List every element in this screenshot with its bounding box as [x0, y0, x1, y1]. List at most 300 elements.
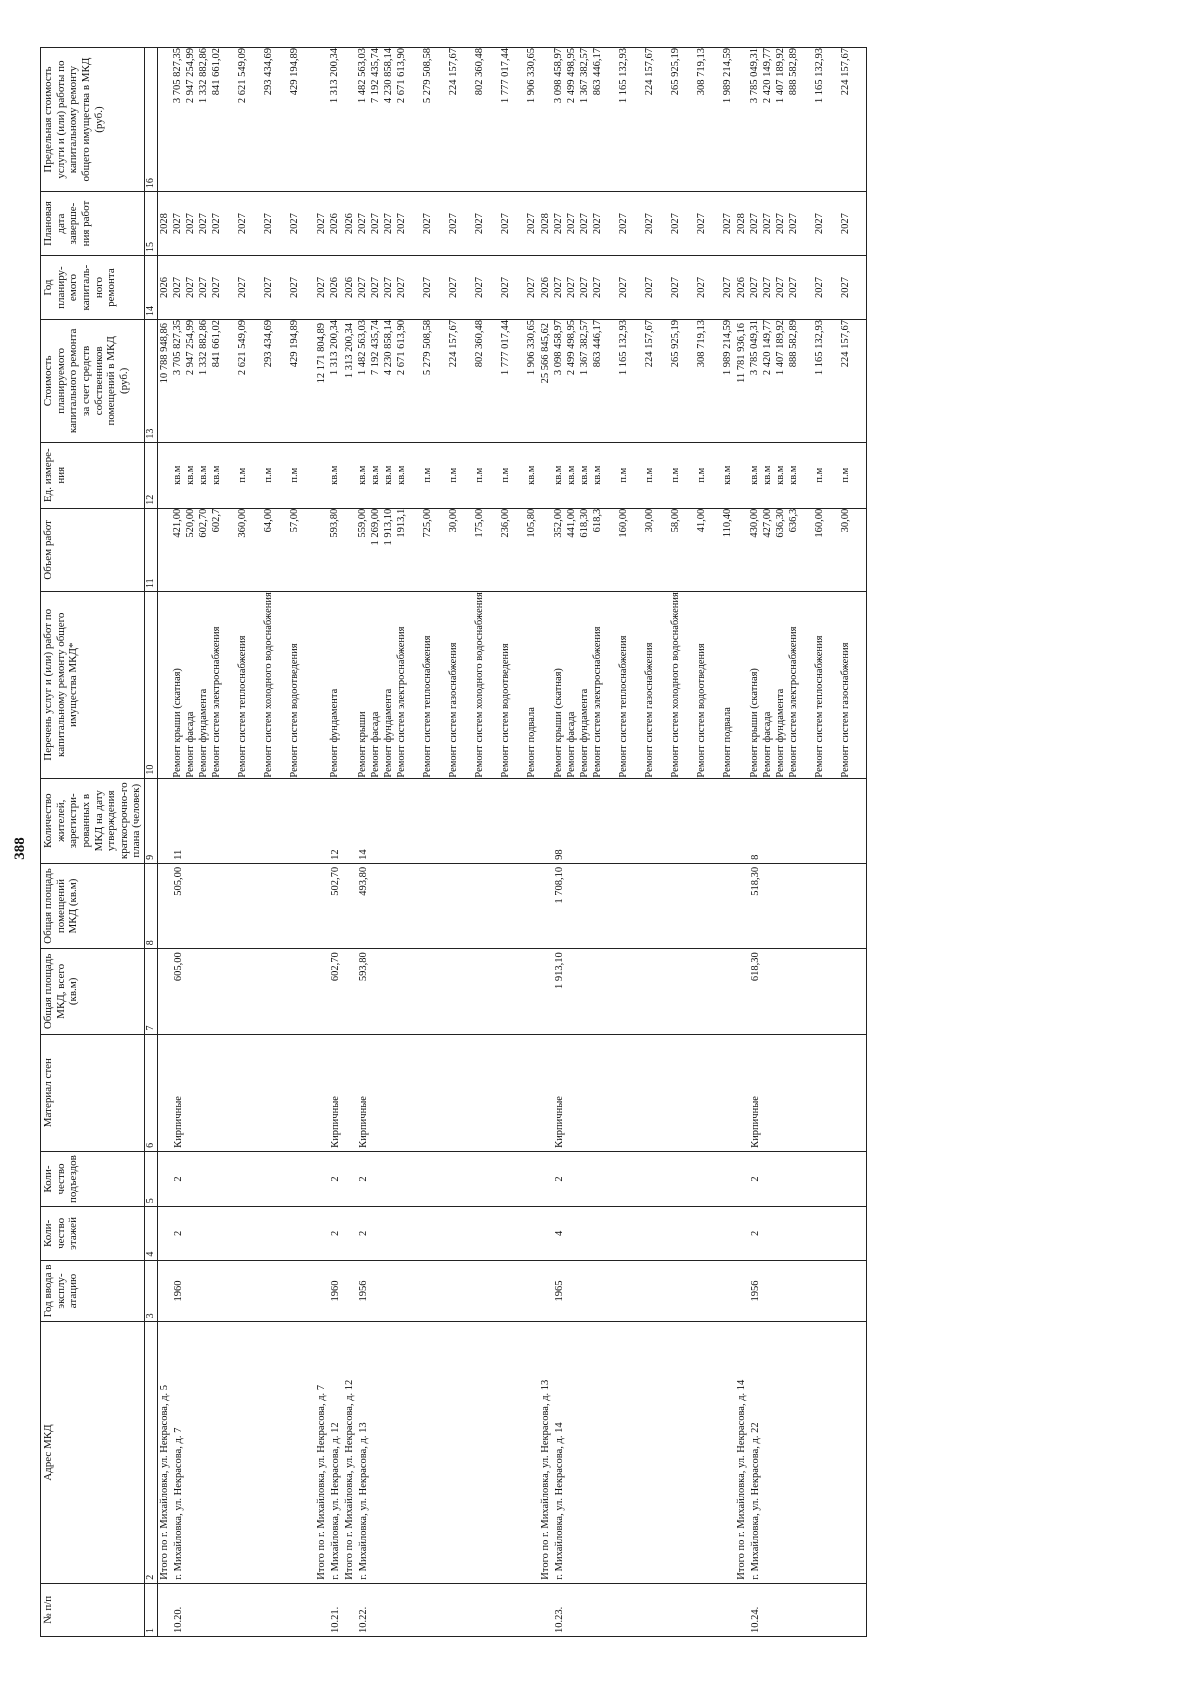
work-limit-cost: 1 407 189,92: [775, 48, 786, 104]
work-end-year: 2027: [762, 213, 773, 235]
work-year: 2027: [288, 277, 300, 299]
house-row: [172, 48, 315, 1637]
work-volume: 725,00: [421, 508, 433, 538]
work-year: 2027: [210, 277, 222, 299]
work-cost-cell: [329, 320, 343, 443]
empty-cell: [315, 508, 329, 591]
empty-cell: [157, 778, 172, 863]
total-label: Итого по г. Михайловка, ул. Некрасова, д. 5: [157, 1322, 172, 1583]
work-year: 2027: [447, 277, 459, 299]
work-end-year: 2027: [369, 213, 381, 235]
work-year: 2027: [578, 277, 590, 299]
work-limit-cost: 224 157,67: [447, 48, 459, 96]
work-cost: 1 332 882,86: [197, 320, 209, 376]
header-cost: Стоимость планируемого капитального ремонта за счет средств собственников помещений в МКД (руб.): [41, 320, 145, 443]
work-volume: 160,00: [814, 508, 825, 538]
work-cost: 429 194,89: [288, 320, 300, 368]
row-number: 10.23.: [553, 1583, 735, 1636]
work-limit-cost: 1 989 214,59: [721, 48, 733, 104]
work-year: 2027: [171, 277, 183, 299]
work-name: Ремонт систем электроснабжения: [395, 626, 407, 778]
empty-cell: [735, 442, 749, 508]
work-name: Ремонт систем водоотведения: [499, 643, 511, 778]
work-limit-cost: 2 420 149,77: [762, 48, 773, 104]
empty-cell: [343, 949, 357, 1034]
work-end-year: 2027: [565, 213, 577, 235]
work-unit: кв.м: [578, 465, 590, 485]
work-unit: кв.м: [382, 465, 394, 485]
total-end-year: 2026: [343, 192, 357, 256]
work-cost: 863 446,17: [591, 320, 603, 368]
empty-cell: [735, 778, 749, 863]
empty-cell: [735, 591, 749, 778]
work-name: Ремонт систем холодного водоснабжения: [262, 592, 274, 778]
work-unit: кв.м: [525, 465, 537, 485]
work-volume: 618,30: [578, 508, 590, 538]
floors-count: 2: [357, 1207, 539, 1260]
work-volume: 175,00: [473, 508, 485, 538]
work-limit-cost: 841 661,02: [210, 48, 222, 96]
total-end-year: 2027: [315, 192, 329, 256]
work-cost: 5 279 508,58: [421, 320, 433, 376]
work-name: Ремонт подвала: [721, 707, 733, 778]
work-unit: кв.м: [171, 465, 183, 485]
work-limit-cost: 3 705 827,35: [171, 48, 183, 104]
work-unit: п.м: [447, 467, 459, 483]
work-cost: 224 157,67: [840, 320, 851, 368]
work-cost: 802 360,48: [473, 320, 485, 368]
empty-cell: [157, 863, 172, 948]
work-end-year-cell: [357, 192, 539, 256]
work-unit: п.м: [499, 467, 511, 483]
work-unit: п.м: [473, 467, 485, 483]
header-works-list: Перечень услуг и (или) работ по капитальному ремонту общего имущества МКД*: [41, 591, 145, 778]
work-limit-cost: 1 367 382,57: [578, 48, 590, 104]
work-end-year: 2027: [395, 213, 407, 235]
column-number: 9: [145, 778, 158, 863]
rooms-area: 502,70: [329, 863, 343, 948]
work-end-year: 2027: [643, 213, 655, 235]
work-unit: п.м: [421, 467, 433, 483]
commission-year: 1956: [749, 1260, 867, 1322]
work-limit-cost: 5 279 508,58: [421, 48, 433, 104]
work-name: Ремонт фасада: [184, 711, 196, 778]
row-number: 10.21.: [329, 1583, 343, 1636]
work-end-year: 2027: [578, 213, 590, 235]
total-area: 618,30: [749, 949, 867, 1034]
residents-count: 14: [357, 778, 539, 863]
residents-count: 8: [749, 778, 867, 863]
header-wall-material: Материал стен: [41, 1034, 145, 1151]
commission-year: 1960: [172, 1260, 315, 1322]
header-commission-year: Год ввода в эксплу-атацию: [41, 1260, 145, 1322]
work-volume-cell: [357, 508, 539, 591]
work-end-year: 2027: [473, 213, 485, 235]
work-year-cell: [357, 256, 539, 320]
rooms-area: 505,00: [172, 863, 315, 948]
table-body: [157, 48, 866, 1637]
work-name: Ремонт систем холодного водоснабжения: [669, 592, 681, 778]
work-cost: 1 367 382,57: [578, 320, 590, 376]
work-end-year: 2027: [669, 213, 681, 235]
row-number: 10.24.: [749, 1583, 867, 1636]
work-unit-cell: [749, 442, 867, 508]
work-limit-cost: 1 777 017,44: [499, 48, 511, 104]
work-name: Ремонт фасада: [565, 711, 577, 778]
work-year: 2027: [591, 277, 603, 299]
work-limit-cost: 3 098 458,97: [552, 48, 564, 104]
work-name: Ремонт систем газоснабжения: [447, 642, 459, 778]
empty-cell: [539, 508, 553, 591]
work-year: 2027: [369, 277, 381, 299]
total-label: Итого по г. Михайловка, ул. Некрасова, д. 7: [315, 1322, 329, 1583]
empty-cell: [157, 442, 172, 508]
total-cost: 11 781 936,16: [735, 320, 749, 443]
empty-cell: [735, 949, 749, 1034]
work-unit: кв.м: [721, 465, 733, 485]
work-end-year: 2027: [721, 213, 733, 235]
residents-count: 12: [329, 778, 343, 863]
work-cost: 7 192 435,74: [369, 320, 381, 376]
empty-cell: [315, 442, 329, 508]
work-unit: кв.м: [775, 465, 786, 485]
entrances-count: 2: [749, 1151, 867, 1206]
work-volume: 58,00: [669, 508, 681, 533]
floors-count: 2: [329, 1207, 343, 1260]
work-name: Ремонт систем газоснабжения: [840, 642, 851, 778]
total-repair-year: 2026: [343, 256, 357, 320]
work-cost: 2 671 613,90: [395, 320, 407, 376]
empty-cell: [735, 508, 749, 591]
house-address: г. Михайловка, ул. Некрасова, д. 14: [553, 1322, 735, 1583]
work-year: 2027: [395, 277, 407, 299]
work-unit: кв.м: [591, 465, 603, 485]
work-year: 2027: [184, 277, 196, 299]
column-number: 13: [145, 320, 158, 443]
work-end-year: 2027: [210, 213, 222, 235]
header-floors: Коли-чество этажей: [41, 1207, 145, 1260]
work-limit-cost: 224 157,67: [840, 48, 851, 96]
empty-cell: [315, 949, 329, 1034]
work-cost: 1 989 214,59: [721, 320, 733, 376]
entrances-count: 2: [357, 1151, 539, 1206]
work-name: Ремонт крыши (скатная): [171, 668, 183, 778]
work-cost-cell: [553, 320, 735, 443]
header-unit: Ед. измере-ния: [41, 442, 145, 508]
work-unit: кв.м: [749, 465, 760, 485]
empty-cell: [315, 1207, 329, 1260]
work-volume: 57,00: [288, 508, 300, 533]
work-end-year-cell: [749, 192, 867, 256]
total-label: Итого по г. Михайловка, ул. Некрасова, д. 14: [735, 1322, 749, 1583]
house-address: г. Михайловка, ул. Некрасова, д. 22: [749, 1322, 867, 1583]
work-volume: 1 269,00: [369, 508, 381, 546]
work-year: 2027: [382, 277, 394, 299]
work-unit: кв.м: [395, 465, 407, 485]
empty-cell: [735, 48, 749, 192]
empty-cell: [343, 591, 357, 778]
work-end-year: 2026: [328, 213, 340, 235]
empty-cell: [735, 1583, 749, 1636]
work-volume: 421,00: [171, 508, 183, 538]
work-unit-cell: [553, 442, 735, 508]
header-residents: Количество жителей, зарегистри-рованных в МКД на дату утверждения краткосрочно-го плана (человек): [41, 778, 145, 863]
work-name: Ремонт фасада: [369, 711, 381, 778]
work-volume: 441,00: [565, 508, 577, 538]
floors-count: 2: [172, 1207, 315, 1260]
work-volume-cell: [553, 508, 735, 591]
work-end-year: 2027: [184, 213, 196, 235]
work-unit-cell: [329, 442, 343, 508]
work-cost: 2 947 254,99: [184, 320, 196, 376]
work-name: Ремонт систем газоснабжения: [643, 642, 655, 778]
work-name: Ремонт фундамента: [328, 688, 340, 778]
work-year: 2027: [749, 277, 760, 299]
work-limit-cost: 2 499 498,95: [565, 48, 577, 104]
row-number: 10.20.: [172, 1583, 315, 1636]
empty-cell: [315, 1260, 329, 1322]
wall-material: Кирпичные: [357, 1034, 539, 1151]
work-end-year: 2027: [288, 213, 300, 235]
empty-cell: [735, 1260, 749, 1322]
work-name: Ремонт фундамента: [775, 688, 786, 778]
empty-cell: [315, 1583, 329, 1636]
total-row: [539, 48, 553, 1637]
empty-cell: [157, 1260, 172, 1322]
empty-cell: [157, 591, 172, 778]
work-limit-cost: 1 165 132,93: [814, 48, 825, 104]
empty-cell: [343, 1207, 357, 1260]
empty-cell: [539, 778, 553, 863]
empty-cell: [343, 1034, 357, 1151]
work-name: Ремонт систем холодного водоснабжения: [473, 592, 485, 778]
work-year: 2027: [814, 277, 825, 299]
total-row: [315, 48, 329, 1637]
work-unit: кв.м: [565, 465, 577, 485]
work-name: Ремонт фасада: [762, 711, 773, 778]
empty-cell: [315, 863, 329, 948]
entrances-count: 2: [329, 1151, 343, 1206]
total-row: [157, 48, 172, 1637]
work-volume: 30,00: [643, 508, 655, 533]
header-total-area: Общая площадь МКД, всего (кв.м): [41, 949, 145, 1034]
work-name: Ремонт крыши (скатная): [749, 668, 760, 778]
work-name: Ремонт систем электроснабжения: [210, 626, 222, 778]
work-year: 2027: [788, 277, 799, 299]
column-number: 15: [145, 192, 158, 256]
work-year: 2027: [840, 277, 851, 299]
work-year: 2027: [356, 277, 368, 299]
work-year: 2027: [552, 277, 564, 299]
work-year: 2027: [643, 277, 655, 299]
work-volume: 110,40: [721, 508, 733, 538]
header-address: Адрес МКД: [41, 1322, 145, 1583]
column-number: 6: [145, 1034, 158, 1151]
total-area: 1 913,10: [553, 949, 735, 1034]
house-row: [329, 48, 343, 1637]
work-year: 2027: [669, 277, 681, 299]
work-volume: 41,00: [695, 508, 707, 533]
total-area: 605,00: [172, 949, 315, 1034]
work-limit-cost: 224 157,67: [643, 48, 655, 96]
work-volume: 636,3: [788, 508, 799, 533]
floors-count: 2: [749, 1207, 867, 1260]
work-end-year: 2027: [591, 213, 603, 235]
work-unit-cell: [357, 442, 539, 508]
work-end-year: 2027: [236, 213, 248, 235]
work-limit-cost: 1 313 200,34: [328, 48, 340, 104]
work-cost: 2 499 498,95: [565, 320, 577, 376]
work-limit-cost: 863 446,17: [591, 48, 603, 96]
work-volume: 636,30: [775, 508, 786, 538]
work-volume: 30,00: [447, 508, 459, 533]
house-row: [749, 48, 867, 1637]
work-name-cell: [357, 591, 539, 778]
total-repair-year: 2026: [539, 256, 553, 320]
total-area: 593,80: [357, 949, 539, 1034]
work-year: 2027: [499, 277, 511, 299]
house-address: г. Михайловка, ул. Некрасова, д. 7: [172, 1322, 315, 1583]
column-number: 7: [145, 949, 158, 1034]
work-end-year: 2027: [262, 213, 274, 235]
row-number: 10.22.: [357, 1583, 539, 1636]
header-end-date: Плановая дата заверше-ния работ: [41, 192, 145, 256]
work-name: Ремонт систем водоотведения: [288, 643, 300, 778]
entrances-count: 2: [553, 1151, 735, 1206]
house-address: г. Михайловка, ул. Некрасова, д. 13: [357, 1322, 539, 1583]
empty-cell: [315, 1151, 329, 1206]
work-name: Ремонт систем теплоснабжения: [236, 635, 248, 778]
commission-year: 1956: [357, 1260, 539, 1322]
commission-year: 1965: [553, 1260, 735, 1322]
empty-cell: [343, 863, 357, 948]
column-number: 11: [145, 508, 158, 591]
work-volume: 602,70: [197, 508, 209, 538]
column-number: 3: [145, 1260, 158, 1322]
work-name: Ремонт систем электроснабжения: [591, 626, 603, 778]
total-cost: 10 788 948,86: [157, 320, 172, 443]
empty-cell: [539, 863, 553, 948]
house-row: [553, 48, 735, 1637]
work-name: Ремонт систем теплоснабжения: [814, 635, 825, 778]
work-end-year: 2027: [525, 213, 537, 235]
work-name-cell: [329, 591, 343, 778]
work-limit-cost: 429 194,89: [288, 48, 300, 96]
empty-cell: [157, 508, 172, 591]
work-volume: 593,80: [328, 508, 340, 538]
header-row: [41, 48, 145, 1637]
work-volume: 1 913,10: [382, 508, 394, 546]
work-unit: кв.м: [552, 465, 564, 485]
column-number: 12: [145, 442, 158, 508]
work-limit-cost-cell: [553, 48, 735, 192]
work-cost: 1 482 563,03: [356, 320, 368, 376]
work-limit-cost: 1 482 563,03: [356, 48, 368, 104]
work-unit: кв.м: [197, 465, 209, 485]
work-volume: 64,00: [262, 508, 274, 533]
empty-cell: [539, 949, 553, 1034]
work-limit-cost: 2 671 613,90: [395, 48, 407, 104]
work-volume: 559,00: [356, 508, 368, 538]
empty-cell: [343, 1260, 357, 1322]
floors-count: 4: [553, 1207, 735, 1260]
work-end-year: 2027: [814, 213, 825, 235]
work-name: Ремонт фундамента: [197, 688, 209, 778]
work-limit-cost: 1 165 132,93: [617, 48, 629, 104]
work-name: Ремонт систем теплоснабжения: [617, 635, 629, 778]
total-end-year: 2028: [539, 192, 553, 256]
rooms-area: 518,30: [749, 863, 867, 948]
work-year: 2027: [236, 277, 248, 299]
total-end-year: 2028: [735, 192, 749, 256]
column-number: 2: [145, 1322, 158, 1583]
work-limit-cost-cell: [749, 48, 867, 192]
work-cost: 1 906 330,65: [525, 320, 537, 376]
work-unit: п.м: [288, 467, 300, 483]
work-name: Ремонт систем теплоснабжения: [421, 635, 433, 778]
work-end-year-cell: [553, 192, 735, 256]
work-volume: 618,3: [591, 508, 603, 533]
work-limit-cost: 4 230 858,14: [382, 48, 394, 104]
empty-cell: [735, 1207, 749, 1260]
empty-cell: [735, 863, 749, 948]
work-end-year: 2027: [617, 213, 629, 235]
work-limit-cost: 7 192 435,74: [369, 48, 381, 104]
empty-cell: [343, 1583, 357, 1636]
total-cost: 1 313 200,34: [343, 320, 357, 443]
wall-material: Кирпичные: [553, 1034, 735, 1151]
work-cost: 1 165 132,93: [814, 320, 825, 376]
work-unit: п.м: [262, 467, 274, 483]
work-cost: 888 582,89: [788, 320, 799, 368]
work-cost: 1 313 200,34: [328, 320, 340, 376]
rooms-area: 493,80: [357, 863, 539, 948]
total-cost: 25 566 845,62: [539, 320, 553, 443]
header-rooms-area: Общая площадь помещений МКД (кв.м): [41, 863, 145, 948]
work-name: Ремонт крыши (скатная): [552, 668, 564, 778]
empty-cell: [157, 1207, 172, 1260]
work-volume: 427,00: [762, 508, 773, 538]
work-limit-cost: 3 785 049,31: [749, 48, 760, 104]
work-unit: п.м: [840, 467, 851, 483]
work-year: 2027: [775, 277, 786, 299]
total-area: 602,70: [329, 949, 343, 1034]
column-number: 1: [145, 1583, 158, 1636]
empty-cell: [539, 591, 553, 778]
header-limit-cost: Предельная стоимость услуги и (или) работы по капитальному ремонту общего имущества в МКД (руб.): [41, 48, 145, 192]
header-entrances: Коли-чество подъездов: [41, 1151, 145, 1206]
work-end-year-cell: [329, 192, 343, 256]
empty-cell: [315, 778, 329, 863]
wall-material: Кирпичные: [329, 1034, 343, 1151]
empty-cell: [539, 1207, 553, 1260]
work-cost: 3 785 049,31: [749, 320, 760, 376]
column-number: 10: [145, 591, 158, 778]
work-end-year: 2027: [447, 213, 459, 235]
work-end-year: 2027: [788, 213, 799, 235]
work-year: 2027: [762, 277, 773, 299]
work-volume: 236,00: [499, 508, 511, 538]
work-end-year: 2027: [356, 213, 368, 235]
work-volume: 352,00: [552, 508, 564, 538]
rooms-area: 1 708,10: [553, 863, 735, 948]
work-cost: 3 098 458,97: [552, 320, 564, 376]
capital-repair-table: [40, 47, 867, 1637]
total-label: Итого по г. Михайловка, ул. Некрасова, д. 12: [343, 1322, 357, 1583]
work-year: 2027: [721, 277, 733, 299]
work-end-year: 2027: [171, 213, 183, 235]
empty-cell: [735, 1151, 749, 1206]
